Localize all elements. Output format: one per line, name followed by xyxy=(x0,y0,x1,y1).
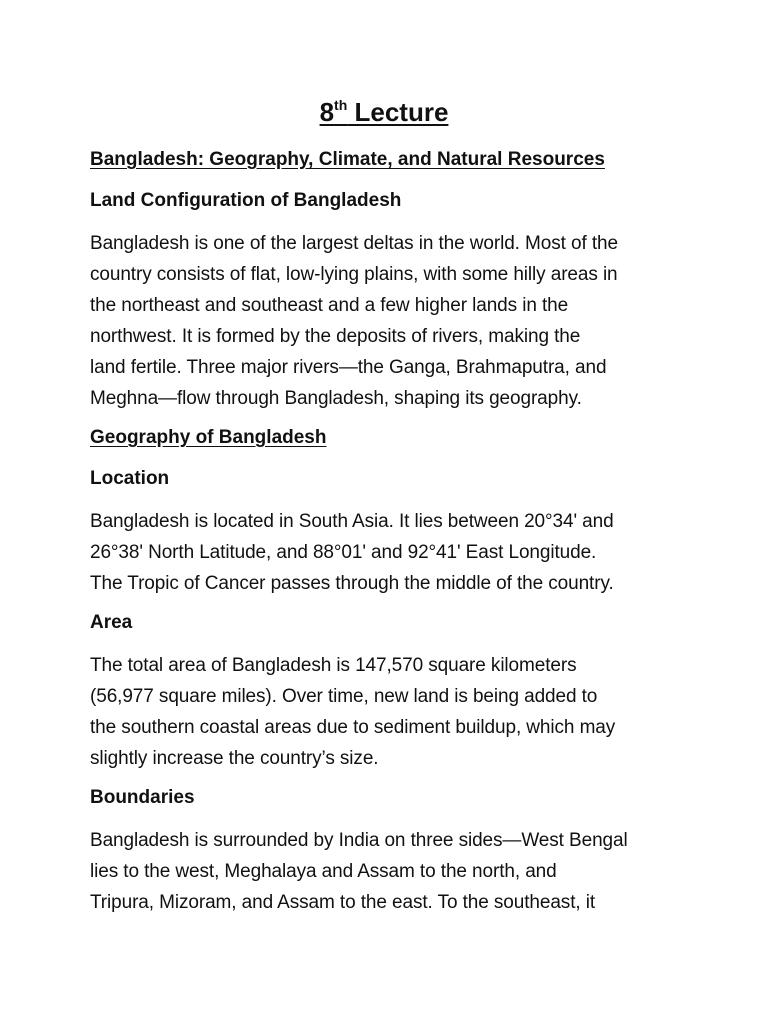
paragraph-line: The total area of Bangladesh is 147,570 square kilometers xyxy=(90,655,577,676)
paragraph-line: (56,977 square miles). Over time, new land is being added to xyxy=(90,686,598,707)
heading-area: Area xyxy=(90,612,133,633)
paragraph-line: land fertile. Three major rivers—the Ganga, Brahmaputra, and xyxy=(90,357,607,378)
title-superscript: th xyxy=(334,97,348,113)
paragraph-line: 26°38' North Latitude, and 88°01' and 92°41' East Longitude. xyxy=(90,542,597,563)
heading-boundaries: Boundaries xyxy=(90,787,195,808)
paragraph-boundaries xyxy=(90,825,690,918)
page-title xyxy=(0,96,768,128)
paragraph-line: slightly increase the country’s size. xyxy=(90,748,379,769)
heading-geography: Geography of Bangladesh xyxy=(90,427,327,448)
paragraph-line: Bangladesh is one of the largest deltas in the world. Most of the xyxy=(90,233,618,254)
heading-land-configuration: Land Configuration of Bangladesh xyxy=(90,190,402,211)
paragraph-line: The Tropic of Cancer passes through the middle of the country. xyxy=(90,573,614,594)
paragraph-line: the northeast and southeast and a few higher lands in the xyxy=(90,295,569,316)
paragraph-line: country consists of flat, low-lying plains, with some hilly areas in xyxy=(90,264,618,285)
paragraph-line: Bangladesh is surrounded by India on three sides—West Bengal xyxy=(90,830,628,851)
paragraph-line: the southern coastal areas due to sediment buildup, which may xyxy=(90,717,616,738)
paragraph-line: lies to the west, Meghalaya and Assam to the north, and xyxy=(90,861,557,882)
paragraph-land-configuration xyxy=(90,228,690,414)
paragraph-location xyxy=(90,506,690,599)
document-body xyxy=(90,146,690,928)
paragraph-line: northwest. It is formed by the deposits of rivers, making the xyxy=(90,326,581,347)
title-text xyxy=(320,97,449,127)
paragraph-line: Bangladesh is located in South Asia. It lies between 20°34' and xyxy=(90,511,614,532)
title-number: 8 xyxy=(319,97,335,127)
paragraph-line: Meghna—flow through Bangladesh, shaping its geography. xyxy=(90,388,582,409)
paragraph-area xyxy=(90,650,690,774)
paragraph-line: Tripura, Mizoram, and Assam to the east. To the southeast, it xyxy=(90,892,596,913)
document-subtitle: Bangladesh: Geography, Climate, and Natural Resources xyxy=(90,149,605,170)
heading-location: Location xyxy=(90,468,170,489)
title-word: Lecture xyxy=(354,97,449,127)
